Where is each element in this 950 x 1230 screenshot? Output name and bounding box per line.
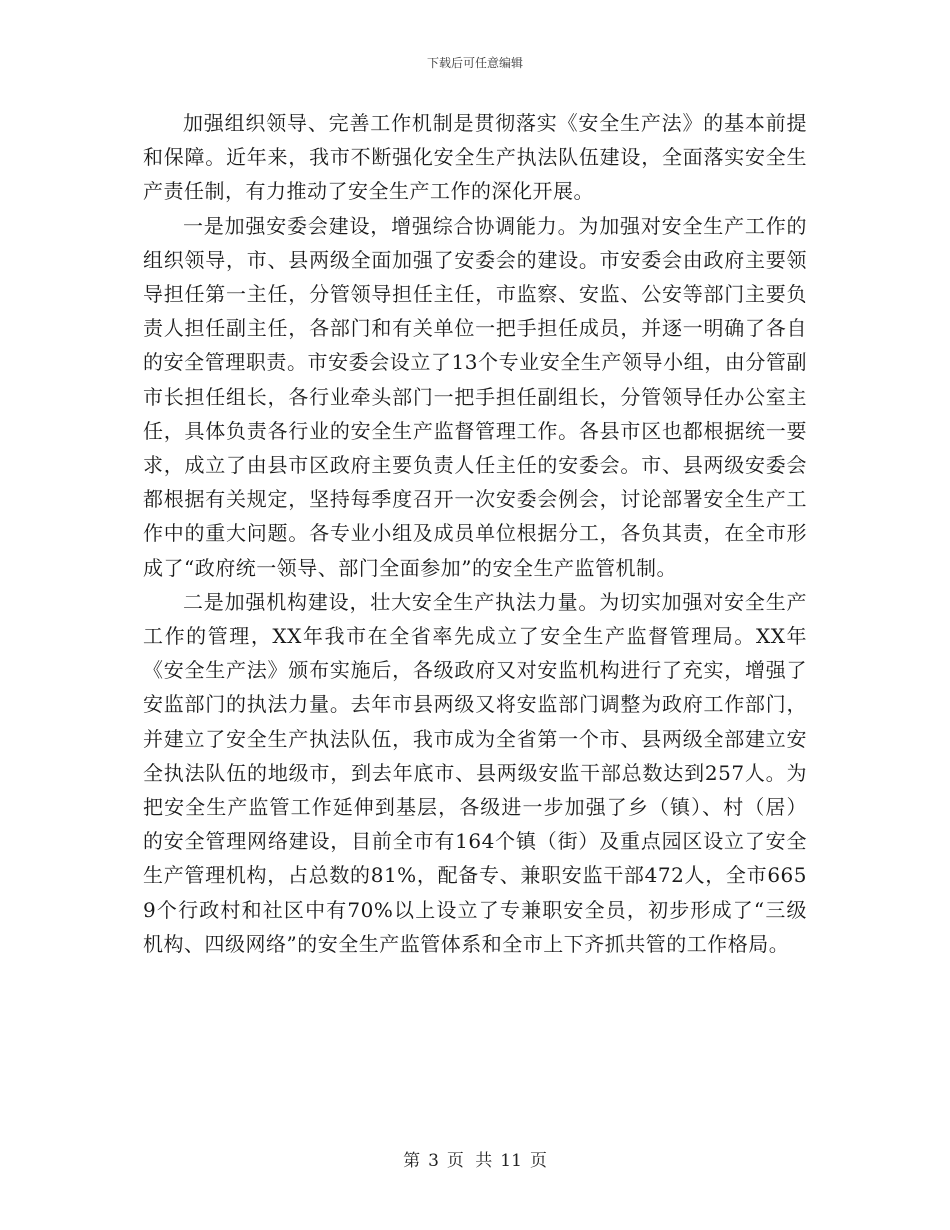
footer-middle: 页 共 [446, 1151, 493, 1171]
paragraph-intro: 加强组织领导、完善工作机制是贯彻落实《安全生产法》的基本前提和保障。近年来，我市不断强化安全生产执法队伍建设，全面落实安全生产责任制，有力推动了安全生产工作的深化开展。 [143, 111, 807, 204]
document-body [143, 106, 807, 961]
footer-total-pages: 11 [500, 1151, 522, 1171]
footer-suffix: 页 [529, 1151, 547, 1171]
paragraph-agency-building: 二是加强机构建设，壮大安全生产执法力量。为切实加强对安全生产工作的管理，XX年我市在全省率先成立了安全生产监督管理局。XX年《安全生产法》颁布实施后，各级政府又对安监机构进行了充实，增强了安监部门的执法力量。去年市县两级又将安监部门调整为政府工作部门，并建立了安全生产执法队伍，我市成为全省第一个市、县两级全部建立安全执法队伍的地级市，到去年底市、县两级安监干部总数达到257人。为把安全生产监管工作延伸到基层，各级进一步加强了乡（镇）、村（居）的安全管理网络建设，目前全市有164个镇（街）及重点园区设立了安全生产管理机构，占总数的81%，配备专、兼职安监干部472人，全市6659个行政村和社区中有70%以上设立了专兼职安全员，初步形成了“三级机构、四级网络”的安全生产监管体系和全市上下齐抓共管的工作格局。 [143, 589, 807, 956]
footer-page-number: 3 [428, 1151, 439, 1171]
paragraph-safety-committee: 一是加强安委会建设，增强综合协调能力。为加强对安全生产工作的组织领导，市、县两级全面加强了安委会的建设。市安委会由政府主要领导担任第一主任，分管领导担任主任，市监察、安监、公安等部门主要负责人担任副主任，各部门和有关单位一把手担任成员，并逐一明确了各自的安全管理职责。市安委会设立了13个专业安全生产领导小组，由分管副市长担任组长，各行业牵头部门一把手担任副组长，分管领导任办公室主任，具体负责各行业的安全生产监督管理工作。各县市区也都根据统一要求，成立了由县市区政府主要负责人任主任的安委会。市、县两级安委会都根据有关规定，坚持每季度召开一次安委会例会，讨论部署安全生产工作中的重大问题。各专业小组及成员单位根据分工，各负其责，在全市形成了“政府统一领导、部门全面参加”的安全生产监管机制。 [143, 213, 807, 580]
page-header: 下载后可任意编辑 [426, 56, 523, 70]
page-footer [0, 1146, 950, 1171]
footer-prefix: 第 [403, 1151, 421, 1171]
